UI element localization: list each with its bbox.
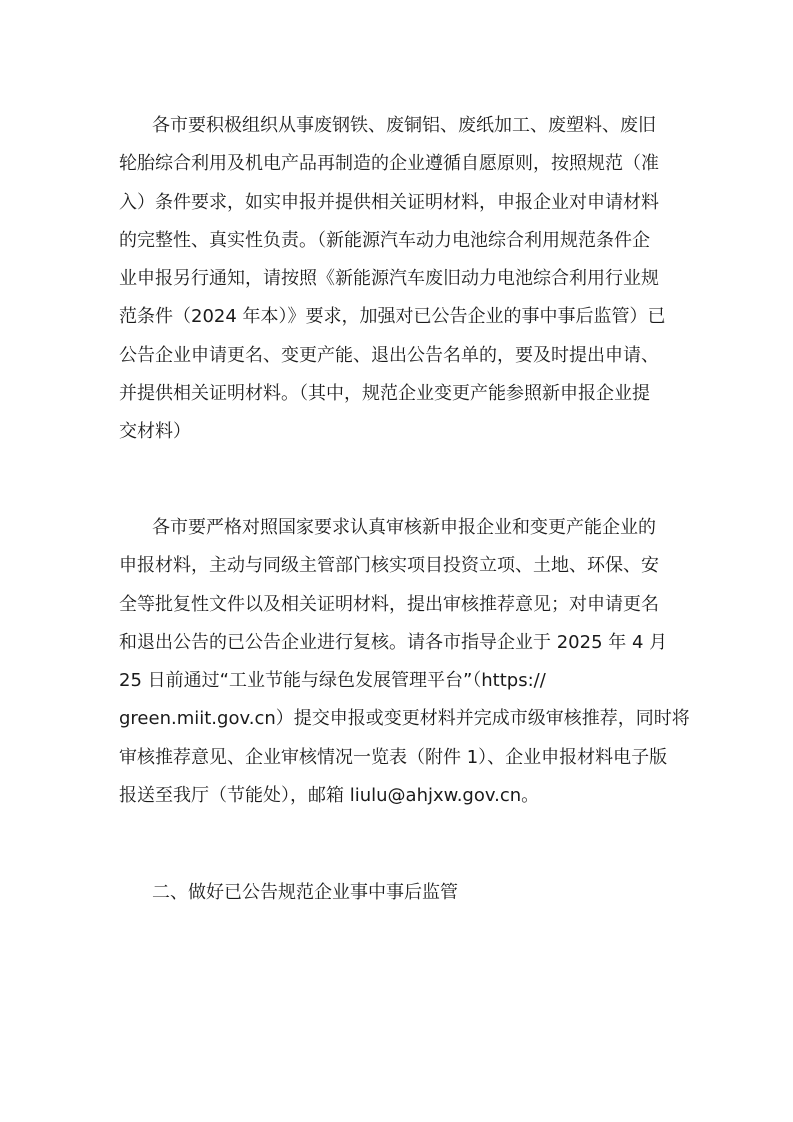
paragraph-submission-requirements xyxy=(119,107,689,452)
text-line: 审核推荐意见、企业审核情况一览表（附件 1）、企业申报材料电子版 xyxy=(119,746,668,768)
text-line: 报送至我厅（节能处），邮箱 liulu@ahjxw.gov.cn。 xyxy=(119,785,540,807)
text-line: 交材料） xyxy=(119,421,191,443)
text-line: 的完整性、真实性负责。（新能源汽车动力电池综合利用规范条件企 xyxy=(119,229,650,251)
text-line: 和退出公告的已公告企业进行复核。请各市指导企业于 2025 年 4 月 xyxy=(119,631,668,653)
text-line: 全等批复性文件以及相关证明材料，提出审核推荐意见；对申请更名 xyxy=(119,593,659,615)
section-heading xyxy=(119,874,689,912)
text-line: 各市要积极组织从事废钢铁、废铜铝、废纸加工、废塑料、废旧 xyxy=(152,115,656,136)
text-line: 各市要严格对照国家要求认真审核新申报企业和变更产能企业的 xyxy=(152,517,656,538)
text-line: 轮胎综合利用及机电产品再制造的企业遵循自愿原则，按照规范（准 xyxy=(119,153,659,175)
text-line: green.miit.gov.cn）提交申报或变更材料并完成市级审核推荐，同时将 xyxy=(119,708,690,730)
paragraph-review-requirements xyxy=(119,509,689,815)
text-line: 申报材料，主动与同级主管部门核实项目投资立项、土地、环保、安 xyxy=(119,555,659,577)
text-line: 25 日前通过“工业节能与绿色发展管理平台”（https:// xyxy=(119,670,546,692)
section-heading-text: 二、做好已公告规范企业事中事后监管 xyxy=(152,882,458,903)
text-line: 入）条件要求，如实申报并提供相关证明材料，申报企业对申请材料 xyxy=(119,191,659,213)
text-line: 范条件（2024 年本）》要求，加强对已公告企业的事中事后监管）已 xyxy=(119,306,666,328)
text-line: 公告企业申请更名、变更产能、退出公告名单的，要及时提出申请、 xyxy=(119,344,659,366)
text-line: 业申报另行通知，请按照《新能源汽车废旧动力电池综合利用行业规 xyxy=(119,268,659,290)
text-line: 并提供相关证明材料。（其中，规范企业变更产能参照新申报企业提 xyxy=(119,383,650,405)
